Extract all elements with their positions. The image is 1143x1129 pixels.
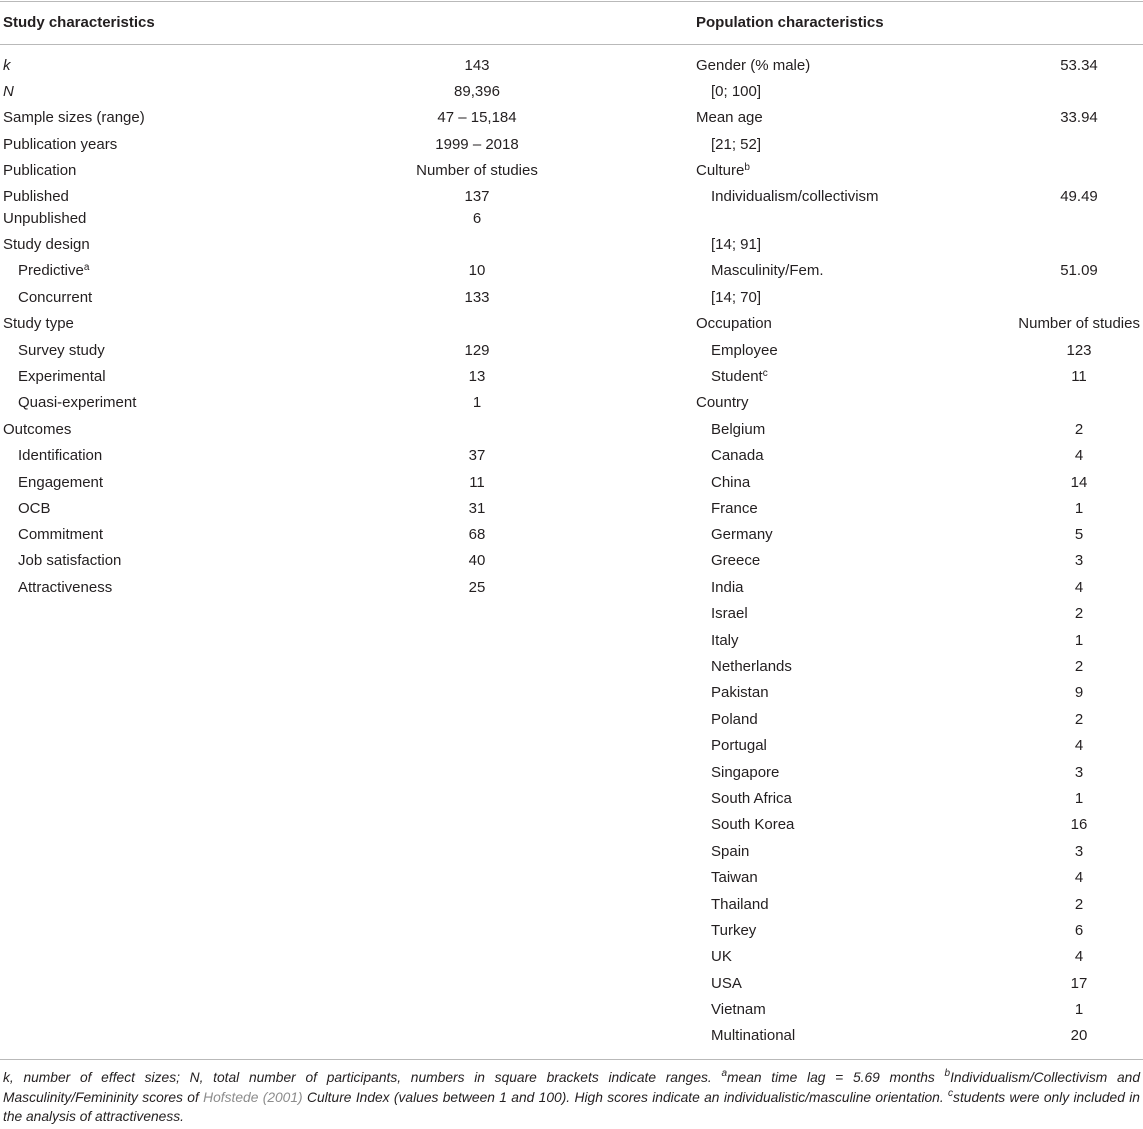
outcome-label: Engagement	[18, 474, 104, 491]
student-label-text: Student	[711, 368, 763, 385]
study-design-label: Study design	[3, 236, 90, 253]
country-label: Belgium	[711, 421, 766, 438]
outcome-label: Commitment	[18, 526, 104, 543]
masculinity-value: 51.09	[1060, 262, 1098, 279]
predictive-label-text: Predictive	[18, 262, 84, 279]
country-value: 17	[1070, 975, 1088, 992]
outcome-value: 31	[468, 500, 486, 517]
outcome-label: OCB	[18, 500, 51, 517]
publication-years-value: 1999 – 2018	[435, 136, 519, 153]
mean-age-range: [21; 52]	[711, 136, 762, 153]
country-label: China	[711, 474, 751, 491]
predictive-value: 10	[468, 262, 486, 279]
country-label: Greece	[711, 552, 761, 569]
country-label: Turkey	[711, 922, 757, 939]
outcome-value: 40	[468, 552, 486, 569]
outcome-value: 37	[468, 447, 486, 464]
country-label: France	[711, 500, 758, 517]
country-value: 4	[1074, 579, 1084, 596]
country-value: 4	[1074, 948, 1084, 965]
experimental-label: Experimental	[18, 368, 106, 385]
unpublished-value: 6	[472, 210, 482, 227]
gender-value: 53.34	[1060, 57, 1098, 74]
predictive-label	[18, 262, 89, 279]
published-value: 137	[464, 188, 490, 205]
footnote-marker-c: c	[762, 368, 768, 379]
country-value: 1	[1074, 1001, 1084, 1018]
employee-value: 123	[1066, 342, 1092, 359]
country-label: Thailand	[711, 896, 769, 913]
country-label: Poland	[711, 711, 758, 728]
country-label: Pakistan	[711, 684, 769, 701]
experimental-value: 13	[468, 368, 486, 385]
culture-label	[696, 162, 750, 179]
country-label: Taiwan	[711, 869, 758, 886]
country-value: 1	[1074, 790, 1084, 807]
outcome-value: 68	[468, 526, 486, 543]
quasi-experiment-value: 1	[472, 394, 482, 411]
country-value: 2	[1074, 896, 1084, 913]
country-label: Portugal	[711, 737, 767, 754]
occupation-label: Occupation	[696, 315, 772, 332]
quasi-experiment-label: Quasi-experiment	[18, 394, 137, 411]
survey-study-label: Survey study	[18, 342, 105, 359]
country-label: South Africa	[711, 790, 792, 807]
country-label: Country	[696, 394, 749, 411]
footer-rule	[0, 1059, 1143, 1060]
country-value: 20	[1070, 1027, 1088, 1044]
country-value: 6	[1074, 922, 1084, 939]
publication-label: Publication	[3, 162, 77, 179]
country-label: Vietnam	[711, 1001, 766, 1018]
country-label: South Korea	[711, 816, 795, 833]
survey-study-value: 129	[464, 342, 490, 359]
country-value: 4	[1074, 737, 1084, 754]
header-study-characteristics: Study characteristics	[3, 14, 155, 31]
country-value: 2	[1074, 421, 1084, 438]
country-value: 4	[1074, 447, 1084, 464]
country-value: 14	[1070, 474, 1088, 491]
country-value: 2	[1074, 605, 1084, 622]
country-label: Canada	[711, 447, 764, 464]
individualism-range: [14; 91]	[711, 236, 762, 253]
outcome-value: 25	[468, 579, 486, 596]
concurrent-label: Concurrent	[18, 289, 93, 306]
country-value: 5	[1074, 526, 1084, 543]
header-rule	[0, 44, 1143, 45]
k-value: 143	[464, 57, 490, 74]
country-label: India	[711, 579, 744, 596]
mean-age-label: Mean age	[696, 109, 763, 126]
masculinity-range: [14; 70]	[711, 289, 762, 306]
outcome-label: Identification	[18, 447, 103, 464]
country-label: Singapore	[711, 764, 780, 781]
country-value: 3	[1074, 843, 1084, 860]
table-footnote	[3, 1068, 1140, 1127]
n-label: N	[3, 83, 14, 100]
student-value: 11	[1071, 368, 1087, 385]
footnote-part4: Culture Index (values between 1 and 100). High scores indicate an individualistic/masculine orientation.	[302, 1089, 949, 1105]
outcome-label: Job satisfaction	[18, 552, 122, 569]
individualism-value: 49.49	[1060, 188, 1098, 205]
footnote-marker-b: b	[744, 162, 750, 173]
country-label: Spain	[711, 843, 750, 860]
country-value: 4	[1074, 869, 1084, 886]
published-label: Published	[3, 188, 69, 205]
outcome-label: Attractiveness	[18, 579, 113, 596]
masculinity-label: Masculinity/Fem.	[711, 262, 824, 279]
country-value: 1	[1074, 632, 1084, 649]
footnote-sup-b: b	[944, 1068, 951, 1079]
country-label: Multinational	[711, 1027, 796, 1044]
country-label: USA	[711, 975, 742, 992]
unpublished-label: Unpublished	[3, 210, 87, 227]
country-value: 3	[1074, 552, 1084, 569]
gender-label: Gender (% male)	[696, 57, 811, 74]
study-type-label: Study type	[3, 315, 74, 332]
publication-years-label: Publication years	[3, 136, 118, 153]
footnote-part5: students were only included in the analysis of attractiveness.	[3, 1089, 1140, 1124]
sample-sizes-label: Sample sizes (range)	[3, 109, 145, 126]
footnote-sup-a: a	[721, 1068, 728, 1079]
country-label: UK	[711, 948, 732, 965]
country-label: Netherlands	[711, 658, 792, 675]
country-value: 1	[1074, 500, 1084, 517]
footnote-marker-a: a	[83, 262, 90, 273]
country-value: 9	[1074, 684, 1084, 701]
citation-link[interactable]: Hofstede (2001)	[203, 1089, 303, 1105]
top-rule	[0, 1, 1143, 2]
country-value: 2	[1074, 711, 1084, 728]
occupation-number-header: Number of studies	[1018, 315, 1140, 332]
publication-number-header: Number of studies	[416, 162, 538, 179]
header-population-characteristics: Population characteristics	[696, 14, 884, 31]
country-value: 2	[1074, 658, 1084, 675]
country-label: Germany	[711, 526, 773, 543]
mean-age-value: 33.94	[1060, 109, 1098, 126]
gender-range: [0; 100]	[711, 83, 762, 100]
sample-sizes-value: 47 – 15,184	[437, 109, 517, 126]
individualism-label: Individualism/collectivism	[711, 188, 879, 205]
country-label: Italy	[711, 632, 739, 649]
footnote-part2: mean time lag = 5.69 months	[727, 1070, 945, 1085]
country-value: 16	[1070, 816, 1088, 833]
n-value: 89,396	[454, 83, 500, 100]
footnote-sup-c: c	[948, 1087, 954, 1099]
culture-label-text: Culture	[696, 162, 745, 179]
k-label: k	[3, 57, 11, 74]
footnote-part3: Individualism/Collectivism and Masculinity/Femininity scores of	[3, 1070, 1140, 1105]
student-label	[711, 368, 768, 385]
country-label: Israel	[711, 605, 748, 622]
footnote-part1: k, number of effect sizes; N, total number of participants, numbers in square brackets indicate ranges.	[3, 1070, 722, 1085]
concurrent-value: 133	[464, 289, 490, 306]
outcomes-label: Outcomes	[3, 421, 72, 438]
employee-label: Employee	[711, 342, 778, 359]
outcome-value: 11	[469, 474, 485, 491]
country-value: 3	[1074, 764, 1084, 781]
